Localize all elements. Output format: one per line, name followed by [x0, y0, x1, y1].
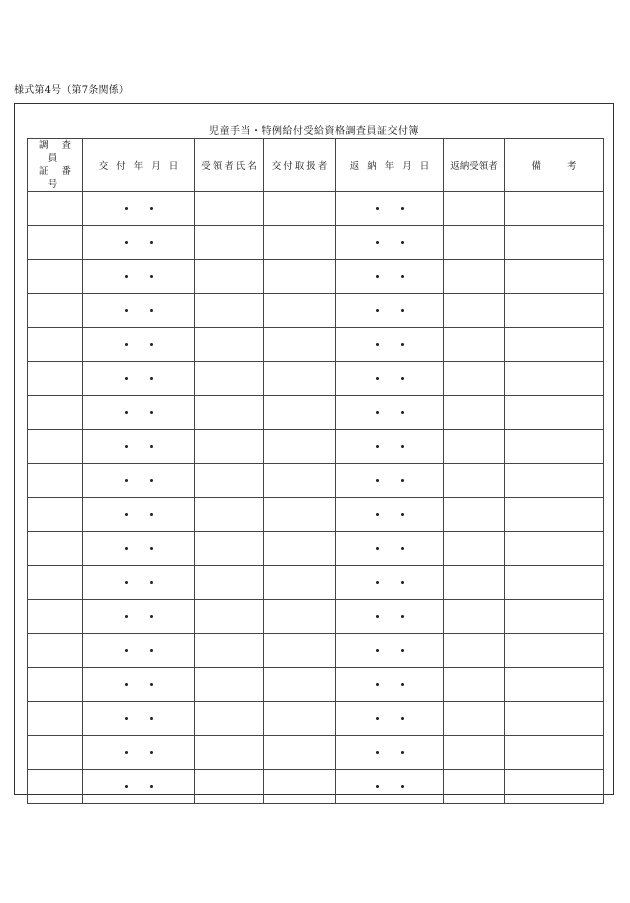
return-date-cell[interactable] — [336, 430, 444, 464]
issuer-cell[interactable] — [264, 702, 336, 736]
date-separator-dots — [336, 343, 443, 346]
table-row — [28, 736, 604, 770]
date-dot — [376, 411, 379, 414]
return-receiver-cell[interactable] — [444, 566, 505, 600]
date-separator-dots — [336, 751, 443, 754]
table-row — [28, 226, 604, 260]
table-row — [28, 396, 604, 430]
recipient-name-cell[interactable] — [195, 362, 264, 396]
date-dot — [376, 547, 379, 550]
table-row — [28, 464, 604, 498]
date-dot — [376, 785, 379, 788]
table-row — [28, 770, 604, 804]
return-receiver-cell[interactable] — [444, 328, 505, 362]
issuer-cell[interactable] — [264, 226, 336, 260]
table-row — [28, 566, 604, 600]
issuer-cell[interactable] — [264, 668, 336, 702]
return-date-cell[interactable] — [336, 736, 444, 770]
date-dot — [401, 683, 404, 686]
return-receiver-cell[interactable] — [444, 294, 505, 328]
remarks-cell[interactable] — [505, 396, 604, 430]
remarks-cell[interactable] — [505, 668, 604, 702]
table-row — [28, 668, 604, 702]
table-row — [28, 362, 604, 396]
issuer-cell[interactable] — [264, 362, 336, 396]
issue-date-cell[interactable] — [83, 192, 195, 226]
date-dot — [150, 785, 153, 788]
date-dot — [125, 241, 128, 244]
date-separator-dots — [83, 547, 194, 550]
return-date-cell[interactable] — [336, 294, 444, 328]
issue-date-cell[interactable] — [83, 226, 195, 260]
date-dot — [150, 717, 153, 720]
cert-number-cell[interactable] — [28, 702, 83, 736]
date-separator-dots — [336, 717, 443, 720]
issuer-cell[interactable] — [264, 634, 336, 668]
return-receiver-cell[interactable] — [444, 532, 505, 566]
recipient-name-cell[interactable] — [195, 294, 264, 328]
issue-date-cell[interactable] — [83, 770, 195, 804]
date-dot — [125, 615, 128, 618]
date-dot — [150, 275, 153, 278]
return-date-cell[interactable] — [336, 668, 444, 702]
return-receiver-cell[interactable] — [444, 430, 505, 464]
date-separator-dots — [83, 581, 194, 584]
date-dot — [376, 581, 379, 584]
date-dot — [125, 581, 128, 584]
recipient-name-cell[interactable] — [195, 566, 264, 600]
issue-date-cell[interactable] — [83, 634, 195, 668]
header-return-date: 返納年月日 — [336, 139, 444, 192]
issuer-cell[interactable] — [264, 192, 336, 226]
remarks-cell[interactable] — [505, 532, 604, 566]
issuer-cell[interactable] — [264, 770, 336, 804]
return-date-cell[interactable] — [336, 192, 444, 226]
remarks-cell[interactable] — [505, 294, 604, 328]
date-separator-dots — [336, 445, 443, 448]
return-receiver-cell[interactable] — [444, 362, 505, 396]
date-dot — [125, 683, 128, 686]
cert-number-cell[interactable] — [28, 566, 83, 600]
return-date-cell[interactable] — [336, 702, 444, 736]
return-date-cell[interactable] — [336, 566, 444, 600]
date-separator-dots — [83, 411, 194, 414]
date-dot — [150, 445, 153, 448]
return-receiver-cell[interactable] — [444, 498, 505, 532]
date-dot — [150, 377, 153, 380]
date-dot — [125, 513, 128, 516]
register-body — [28, 192, 604, 804]
recipient-name-cell[interactable] — [195, 600, 264, 634]
date-dot — [125, 751, 128, 754]
date-separator-dots — [83, 615, 194, 618]
date-separator-dots — [336, 377, 443, 380]
date-dot — [125, 717, 128, 720]
remarks-cell[interactable] — [505, 634, 604, 668]
date-separator-dots — [336, 649, 443, 652]
remarks-cell[interactable] — [505, 770, 604, 804]
issuer-cell[interactable] — [264, 566, 336, 600]
cert-number-cell[interactable] — [28, 600, 83, 634]
issuer-cell[interactable] — [264, 294, 336, 328]
date-dot — [376, 479, 379, 482]
issuer-cell[interactable] — [264, 532, 336, 566]
header-return-receiver: 返納受領者 — [444, 139, 505, 192]
date-dot — [401, 207, 404, 210]
table-row — [28, 600, 604, 634]
date-separator-dots — [83, 309, 194, 312]
return-date-cell[interactable] — [336, 362, 444, 396]
remarks-cell[interactable] — [505, 430, 604, 464]
cert-number-cell[interactable] — [28, 532, 83, 566]
issue-date-cell[interactable] — [83, 294, 195, 328]
issuer-cell[interactable] — [264, 736, 336, 770]
table-row — [28, 260, 604, 294]
recipient-name-cell[interactable] — [195, 498, 264, 532]
date-separator-dots — [83, 207, 194, 210]
issue-date-cell[interactable] — [83, 498, 195, 532]
remarks-cell[interactable] — [505, 464, 604, 498]
recipient-name-cell[interactable] — [195, 464, 264, 498]
remarks-cell[interactable] — [505, 736, 604, 770]
date-separator-dots — [83, 649, 194, 652]
recipient-name-cell[interactable] — [195, 226, 264, 260]
date-separator-dots — [336, 615, 443, 618]
date-separator-dots — [83, 377, 194, 380]
issuer-cell[interactable] — [264, 600, 336, 634]
remarks-cell[interactable] — [505, 192, 604, 226]
remarks-cell[interactable] — [505, 226, 604, 260]
table-row — [28, 328, 604, 362]
date-dot — [376, 615, 379, 618]
issuer-cell[interactable] — [264, 498, 336, 532]
remarks-cell[interactable] — [505, 328, 604, 362]
issue-date-cell[interactable] — [83, 464, 195, 498]
date-dot — [125, 343, 128, 346]
return-date-cell[interactable] — [336, 328, 444, 362]
date-separator-dots — [336, 513, 443, 516]
issuer-cell[interactable] — [264, 464, 336, 498]
issue-date-cell[interactable] — [83, 702, 195, 736]
date-dot — [376, 683, 379, 686]
date-dot — [150, 751, 153, 754]
return-date-cell[interactable] — [336, 770, 444, 804]
header-issue-date: 交付年月日 — [83, 139, 195, 192]
issue-date-cell[interactable] — [83, 430, 195, 464]
issue-date-cell[interactable] — [83, 260, 195, 294]
date-separator-dots — [83, 751, 194, 754]
remarks-cell[interactable] — [505, 566, 604, 600]
issuer-cell[interactable] — [264, 328, 336, 362]
cert-number-cell[interactable] — [28, 396, 83, 430]
date-dot — [150, 513, 153, 516]
date-separator-dots — [83, 343, 194, 346]
table-row — [28, 430, 604, 464]
date-dot — [376, 275, 379, 278]
date-dot — [150, 309, 153, 312]
issue-date-cell[interactable] — [83, 668, 195, 702]
return-date-cell[interactable] — [336, 634, 444, 668]
date-dot — [125, 649, 128, 652]
date-separator-dots — [336, 547, 443, 550]
recipient-name-cell[interactable] — [195, 702, 264, 736]
remarks-cell[interactable] — [505, 702, 604, 736]
date-dot — [376, 751, 379, 754]
date-separator-dots — [336, 309, 443, 312]
date-separator-dots — [336, 479, 443, 482]
date-separator-dots — [83, 683, 194, 686]
date-dot — [150, 649, 153, 652]
date-dot — [401, 785, 404, 788]
issue-date-cell[interactable] — [83, 328, 195, 362]
header-row — [28, 139, 604, 192]
date-dot — [376, 717, 379, 720]
return-receiver-cell[interactable] — [444, 600, 505, 634]
date-dot — [125, 547, 128, 550]
date-dot — [401, 275, 404, 278]
date-dot — [401, 751, 404, 754]
table-row — [28, 702, 604, 736]
date-dot — [401, 649, 404, 652]
date-dot — [401, 547, 404, 550]
date-separator-dots — [336, 411, 443, 414]
date-dot — [150, 241, 153, 244]
cert-number-cell[interactable] — [28, 192, 83, 226]
recipient-name-cell[interactable] — [195, 532, 264, 566]
return-date-cell[interactable] — [336, 600, 444, 634]
header-cert-number — [28, 139, 83, 192]
recipient-name-cell[interactable] — [195, 736, 264, 770]
date-dot — [150, 683, 153, 686]
return-date-cell[interactable] — [336, 260, 444, 294]
date-dot — [376, 309, 379, 312]
date-dot — [401, 445, 404, 448]
issuance-register-table — [27, 138, 604, 804]
remarks-cell[interactable] — [505, 498, 604, 532]
return-date-cell[interactable] — [336, 464, 444, 498]
return-receiver-cell[interactable] — [444, 192, 505, 226]
return-receiver-cell[interactable] — [444, 634, 505, 668]
date-dot — [125, 785, 128, 788]
date-dot — [376, 513, 379, 516]
header-remarks: 備考 — [505, 139, 604, 192]
date-dot — [125, 309, 128, 312]
cert-number-cell[interactable] — [28, 362, 83, 396]
date-dot — [150, 411, 153, 414]
date-separator-dots — [83, 241, 194, 244]
form-number-label: 様式第4号（第7条関係） — [14, 85, 130, 96]
date-dot — [401, 241, 404, 244]
issue-date-cell[interactable] — [83, 362, 195, 396]
cert-number-cell[interactable] — [28, 736, 83, 770]
cert-number-cell[interactable] — [28, 430, 83, 464]
recipient-name-cell[interactable] — [195, 634, 264, 668]
date-dot — [376, 343, 379, 346]
return-receiver-cell[interactable] — [444, 736, 505, 770]
table-row — [28, 532, 604, 566]
header-cert-number-line1: 調 査 員 — [38, 140, 77, 164]
return-date-cell[interactable] — [336, 498, 444, 532]
cert-number-cell[interactable] — [28, 294, 83, 328]
remarks-cell[interactable] — [505, 600, 604, 634]
recipient-name-cell[interactable] — [195, 668, 264, 702]
recipient-name-cell[interactable] — [195, 396, 264, 430]
date-separator-dots — [83, 275, 194, 278]
remarks-cell[interactable] — [505, 362, 604, 396]
cert-number-cell[interactable] — [28, 464, 83, 498]
cert-number-cell[interactable] — [28, 498, 83, 532]
cert-number-cell[interactable] — [28, 634, 83, 668]
date-separator-dots — [83, 513, 194, 516]
cert-number-cell[interactable] — [28, 668, 83, 702]
cert-number-cell[interactable] — [28, 260, 83, 294]
date-dot — [150, 547, 153, 550]
date-dot — [150, 207, 153, 210]
header-cert-number-line2: 証 番 号 — [38, 166, 77, 190]
cert-number-cell[interactable] — [28, 328, 83, 362]
recipient-name-cell[interactable] — [195, 430, 264, 464]
return-receiver-cell[interactable] — [444, 396, 505, 430]
remarks-cell[interactable] — [505, 260, 604, 294]
date-dot — [150, 581, 153, 584]
date-separator-dots — [83, 785, 194, 788]
return-receiver-cell[interactable] — [444, 226, 505, 260]
issue-date-cell[interactable] — [83, 532, 195, 566]
date-separator-dots — [336, 241, 443, 244]
date-dot — [401, 717, 404, 720]
date-dot — [125, 275, 128, 278]
return-receiver-cell[interactable] — [444, 770, 505, 804]
cert-number-cell[interactable] — [28, 770, 83, 804]
date-dot — [401, 615, 404, 618]
date-dot — [401, 411, 404, 414]
table-row — [28, 192, 604, 226]
issue-date-cell[interactable] — [83, 736, 195, 770]
recipient-name-cell[interactable] — [195, 192, 264, 226]
header-issuer: 交付取扱者 — [264, 139, 336, 192]
table-row — [28, 634, 604, 668]
date-separator-dots — [336, 207, 443, 210]
recipient-name-cell[interactable] — [195, 328, 264, 362]
date-dot — [125, 445, 128, 448]
return-receiver-cell[interactable] — [444, 702, 505, 736]
date-dot — [376, 445, 379, 448]
table-row — [28, 498, 604, 532]
date-dot — [376, 649, 379, 652]
issue-date-cell[interactable] — [83, 566, 195, 600]
date-separator-dots — [83, 717, 194, 720]
date-dot — [376, 241, 379, 244]
date-dot — [125, 411, 128, 414]
date-dot — [401, 479, 404, 482]
return-date-cell[interactable] — [336, 226, 444, 260]
header-recipient-name: 受領者氏名 — [195, 139, 264, 192]
return-receiver-cell[interactable] — [444, 668, 505, 702]
issuer-cell[interactable] — [264, 396, 336, 430]
date-separator-dots — [336, 275, 443, 278]
date-dot — [150, 343, 153, 346]
date-dot — [401, 343, 404, 346]
date-separator-dots — [336, 683, 443, 686]
issue-date-cell[interactable] — [83, 600, 195, 634]
issuer-cell[interactable] — [264, 430, 336, 464]
date-dot — [150, 615, 153, 618]
return-receiver-cell[interactable] — [444, 464, 505, 498]
issuer-cell[interactable] — [264, 260, 336, 294]
date-dot — [376, 377, 379, 380]
date-dot — [125, 479, 128, 482]
date-dot — [401, 309, 404, 312]
date-separator-dots — [83, 445, 194, 448]
return-receiver-cell[interactable] — [444, 260, 505, 294]
date-dot — [125, 377, 128, 380]
cert-number-cell[interactable] — [28, 226, 83, 260]
date-separator-dots — [336, 785, 443, 788]
date-dot — [150, 479, 153, 482]
date-separator-dots — [336, 581, 443, 584]
date-dot — [376, 207, 379, 210]
date-separator-dots — [83, 479, 194, 482]
return-date-cell[interactable] — [336, 532, 444, 566]
date-dot — [401, 581, 404, 584]
recipient-name-cell[interactable] — [195, 260, 264, 294]
issue-date-cell[interactable] — [83, 396, 195, 430]
return-date-cell[interactable] — [336, 396, 444, 430]
date-dot — [125, 207, 128, 210]
date-dot — [401, 513, 404, 516]
document-title: 児童手当・特例給付受給資格調査員証交付簿 — [209, 126, 419, 137]
date-dot — [401, 377, 404, 380]
table-row — [28, 294, 604, 328]
recipient-name-cell[interactable] — [195, 770, 264, 804]
